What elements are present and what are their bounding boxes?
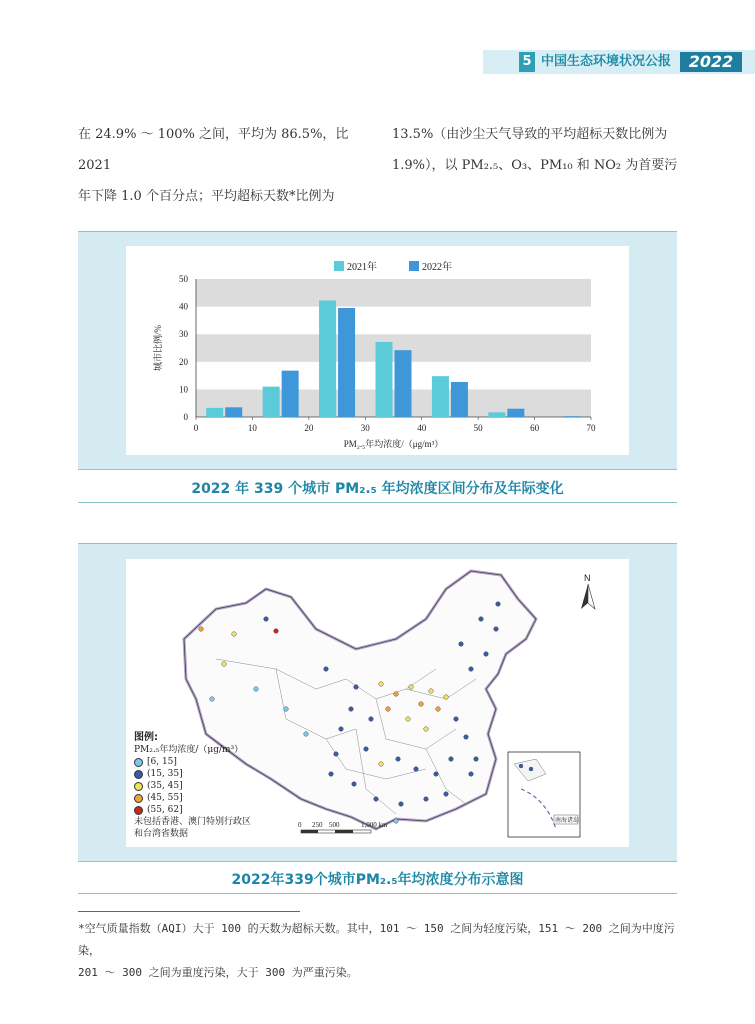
y-tick-label: 50	[179, 274, 188, 284]
south-china-sea-inset	[508, 752, 580, 837]
paragraph-right	[392, 119, 692, 181]
legend-dot-icon	[134, 794, 143, 803]
figure2-bottom-rule	[78, 893, 677, 894]
bar-2022	[507, 409, 524, 417]
legend-dot-icon	[134, 758, 143, 767]
legend-item-label: [6, 15]	[147, 757, 177, 767]
figure2-caption: 2022年339个城市PM₂.₅年均浓度分布示意图	[231, 872, 524, 888]
north-label: N	[584, 573, 591, 583]
paragraph-left-line1: 在 24.9% ～ 100% 之间，平均为 86.5%，比 2021	[78, 127, 349, 173]
bar-2021	[263, 387, 280, 417]
y-tick-label: 0	[183, 412, 188, 422]
legend-swatch	[334, 261, 344, 271]
chapter-number: 5	[519, 52, 535, 72]
bar-chart	[126, 246, 629, 455]
legend-item-label: (45, 55]	[147, 793, 183, 803]
x-tick-label: 10	[247, 423, 257, 433]
legend-note-line2: 和台湾省数据	[134, 829, 189, 839]
scale-1000: 1,000 km	[361, 821, 388, 829]
legend-item	[134, 756, 284, 768]
bar-2022	[451, 382, 468, 417]
scale-bar	[298, 821, 388, 833]
north-arrow-icon	[581, 584, 595, 609]
map-legend	[134, 732, 284, 840]
bar-2021	[376, 342, 393, 417]
x-tick-label: 30	[360, 423, 370, 433]
footnote-rule	[78, 911, 300, 912]
x-tick-label: 50	[473, 423, 483, 433]
bar-chart-svg	[126, 246, 629, 455]
bar-2022	[225, 407, 242, 417]
legend-item	[134, 768, 284, 780]
legend-item	[134, 780, 284, 792]
x-tick-label: 20	[304, 423, 314, 433]
grid-band	[196, 334, 591, 362]
legend-swatch	[409, 261, 419, 271]
x-tick-label: 60	[530, 423, 540, 433]
figure1-caption: 2022 年 339 个城市 PM₂.₅ 年均浓度区间分布及年际变化	[191, 481, 564, 497]
figure1-mid-rule	[78, 469, 677, 470]
legend-item	[134, 792, 284, 804]
inset-label: 南海诸岛	[555, 818, 580, 824]
legend-label: 2021年	[347, 262, 377, 273]
legend-label: 2022年	[422, 262, 452, 273]
paragraph-right-line1: 13.5%（由沙尘天气导致的平均超标天数比例为	[392, 127, 668, 142]
legend-item	[134, 804, 284, 816]
footnote	[78, 918, 688, 984]
bar-2022	[282, 371, 299, 417]
y-tick-label: 40	[179, 301, 188, 312]
scale-500: 500	[329, 821, 340, 829]
grid-band	[196, 362, 591, 390]
legend-item-label: (15, 35]	[147, 769, 183, 779]
figure1-bottom-rule	[78, 502, 677, 503]
y-tick-label: 30	[179, 329, 188, 340]
paragraph-right-line2: 1.9%），以 PM₂.₅、O₃、PM₁₀ 和 NO₂ 为首要污	[392, 158, 678, 173]
y-tick-label: 10	[179, 384, 188, 395]
report-year: 2022	[680, 52, 742, 72]
y-tick-label: 20	[179, 356, 188, 367]
legend-subtitle: PM₂.₅年均浓度/（μg/m³）	[134, 745, 244, 755]
legend-dot-icon	[134, 770, 143, 779]
footnote-line2: 201 ～ 300 之间为重度污染，大于 300 为严重污染。	[78, 966, 358, 979]
scale-0: 0	[298, 821, 302, 829]
bar-2021	[319, 301, 336, 417]
legend-dot-icon	[134, 782, 143, 791]
bar-2021	[488, 412, 505, 417]
bar-2021	[206, 408, 223, 417]
x-tick-label: 70	[586, 423, 596, 433]
bar-2022	[564, 416, 581, 417]
y-axis-label: 城市比例/%	[153, 325, 163, 371]
legend-dot-icon	[134, 806, 143, 815]
bar-2022	[395, 350, 412, 417]
legend-item-label: (55, 62]	[147, 805, 183, 815]
footnote-line1: *空气质量指数（AQI）大于 100 的天数为超标天数。其中，101 ～ 150 之间为轻度污染，151 ～ 200 之间为中度污染，	[78, 922, 675, 957]
figure2-mid-rule	[78, 861, 677, 862]
x-tick-label: 40	[417, 423, 427, 433]
legend-note-line1: 未包括香港、澳门特别行政区	[134, 817, 252, 827]
legend-title: 图例:	[134, 732, 158, 743]
grid-band	[196, 389, 591, 417]
grid-band	[196, 279, 591, 307]
scale-250: 250	[312, 821, 323, 829]
report-title: 中国生态环境状况公报	[541, 54, 672, 69]
paragraph-left-line2: 年下降 1.0 个百分点；平均超标天数*比例为	[78, 189, 335, 204]
x-axis-label: PM₂.₅年均浓度/（μg/m³）	[343, 439, 444, 449]
paragraph-left	[78, 119, 378, 212]
bar-2022	[338, 308, 355, 417]
x-tick-label: 0	[193, 423, 199, 433]
bar-2021	[432, 376, 449, 417]
grid-band	[196, 307, 591, 335]
legend-item-label: (35, 45]	[147, 781, 183, 791]
